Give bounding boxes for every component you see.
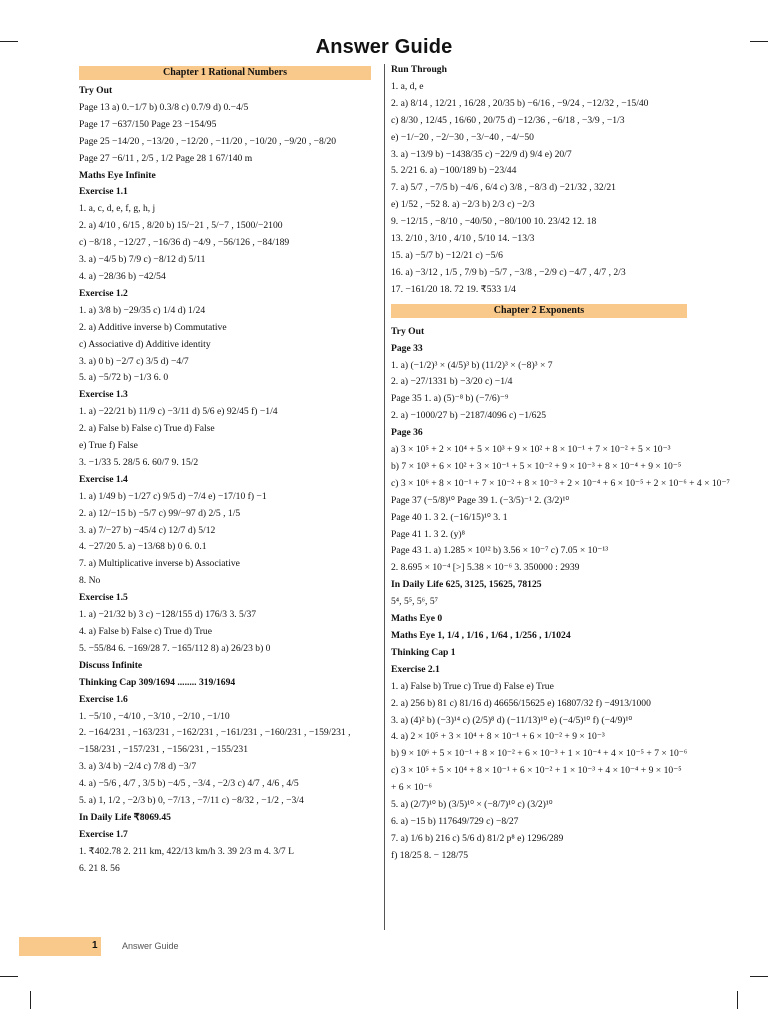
answer-line: 3. a) 7/−27 b) −45/4 c) 12/7 d) 5/12 — [79, 524, 216, 536]
answer-line: 9. −12/15 , −8/10 , −40/50 , −80/100 10. 23/42 12. 18 — [391, 216, 597, 228]
answer-line: 5. 2/21 6. a) −100/189 b) −23/44 — [391, 165, 517, 177]
answer-line: 1. −5/10 , −4/10 , −3/10 , −2/10 , −1/10 — [79, 710, 230, 722]
section-heading: Page 36 — [391, 427, 423, 439]
answer-line: e) True f) False — [79, 440, 138, 452]
crop-mark — [750, 976, 768, 977]
section-heading: Exercise 1.3 — [79, 389, 128, 401]
answer-line: c) −8/18 , −12/27 , −16/36 d) −4/9 , −56/126 , −84/189 — [79, 237, 290, 249]
section-heading: Discuss Infinite — [79, 659, 143, 671]
answer-line: 2. a) 12/−15 b) −5/7 c) 99/−97 d) 2/5 , 1/5 — [79, 507, 241, 519]
answer-line: 2. a) 4/10 , 6/15 , 8/20 b) 15/−21 , 5/−7 , 1500/−2100 — [79, 220, 283, 232]
answer-line: 5. a) 1, 1/2 , −2/3 b) 0, −7/13 , −7/11 c) −8/32 , −1/2 , −3/4 — [79, 795, 304, 807]
section-heading: Exercise 1.1 — [79, 186, 128, 198]
answer-line: c) 3 × 10⁶ + 8 × 10⁻¹ + 7 × 10⁻² + 8 × 10⁻³ + 2 × 10⁻⁴ + 6 × 10⁻⁵ + 2 × 10⁻⁶ + 4 × 10⁻⁷ — [391, 477, 730, 489]
section-heading: In Daily Life 625, 3125, 15625, 78125 — [391, 579, 542, 591]
answer-line: 2. a) 256 b) 81 c) 81/16 d) 46656/15625 e) 16807/32 f) −4913/1000 — [391, 697, 651, 709]
answer-line: 5. a) −5/72 b) −1/3 6. 0 — [79, 372, 169, 384]
answer-line: Page 17 −637/150 Page 23 −154/95 — [79, 118, 217, 130]
section-heading: Exercise 2.1 — [391, 663, 440, 675]
chapter-2-banner: Chapter 2 Exponents — [391, 304, 687, 318]
answer-line: 2. −164/231 , −163/231 , −162/231 , −161/231 , −160/231 , −159/231 , −158/231 , −157/231 , −156/231 , −155/231 — [79, 727, 351, 756]
section-heading: Run Through — [391, 64, 447, 75]
answer-line: 4. a) −5/6 , 4/7 , 3/5 b) −4/5 , −3/4 , −2/3 c) 4/7 , 4/6 , 4/5 — [79, 778, 299, 790]
footer-label: Answer Guide — [122, 941, 179, 951]
answer-line: 1. a) 1/49 b) −1/27 c) 9/5 d) −7/4 e) −17/10 f) −1 — [79, 490, 267, 502]
answer-line: 3. a) 0 b) −2/7 c) 3/5 d) −4/7 — [79, 355, 189, 367]
answer-line: Page 13 a) 0.−1/7 b) 0.3/8 c) 0.7/9 d) 0.−4/5 — [79, 101, 249, 113]
answer-line: 1. a) (−1/2)³ × (4/5)³ b) (11/2)³ × (−8)³ × 7 — [391, 359, 553, 371]
answer-line: 2. a) Additive inverse b) Commutative — [79, 321, 227, 333]
answer-line: b) 9 × 10⁶ + 5 × 10⁻¹ + 8 × 10⁻² + 6 × 10⁻³ + 1 × 10⁻⁴ + 4 × 10⁻⁵ + 7 × 10⁻⁶ — [391, 748, 688, 760]
section-heading: Try Out — [391, 325, 425, 337]
answer-line: 13. 2/10 , 3/10 , 4/10 , 5/10 14. −13/3 — [391, 233, 535, 245]
answer-line: 5. −55/84 6. −169/28 7. −165/112 8) a) 26/23 b) 0 — [79, 642, 271, 654]
answer-line: 2. a) −1000/27 b) −2187/4096 c) −1/625 — [391, 410, 547, 422]
answer-line: Page 25 −14/20 , −13/20 , −12/20 , −11/20 , −10/20 , −9/20 , −8/20 — [79, 135, 337, 147]
answer-line: 1. a, d, e — [391, 80, 424, 92]
answer-line: 1. a) −22/21 b) 11/9 c) −3/11 d) 5/6 e) 92/45 f) −1/4 — [79, 406, 278, 418]
answer-line: 4. a) False b) False c) True d) True — [79, 626, 212, 637]
answer-line: 1. a, c, d, e, f, g, h, j — [79, 203, 156, 215]
answer-line: 2. a) 8/14 , 12/21 , 16/28 , 20/35 b) −6/16 , −9/24 , −12/32 , −15/40 — [391, 97, 649, 109]
answer-line: 7. a) 1/6 b) 216 c) 5/6 d) 81/2 p⁸ e) 1296/289 — [391, 832, 564, 844]
answer-line: 2. a) False b) False c) True d) False — [79, 423, 215, 435]
section-heading: Page 33 — [391, 342, 423, 354]
answer-line: 1. ₹402.78 2. 211 km, 422/13 km/h 3. 39 2/3 m 4. 3/7 L — [79, 845, 294, 857]
section-heading: Exercise 1.6 — [79, 693, 128, 705]
answer-line: 2. 8.695 × 10⁻⁴ [>] 5.38 × 10⁻⁶ 3. 350000 : 2939 — [391, 562, 580, 574]
answer-line: e) 1/52 , −52 8. a) −2/3 b) 2/3 c) −2/3 — [391, 199, 535, 211]
run-through-answers — [391, 62, 687, 299]
answer-line: a) 3 × 10⁵ + 2 × 10⁴ + 5 × 10³ + 9 × 10² + 8 × 10⁻¹ + 7 × 10⁻² + 5 × 10⁻³ — [391, 444, 671, 456]
answer-line: Page 37 (−5/8)¹⁰ Page 39 1. (−3/5)⁻¹ 2. (3/2)¹⁰ — [391, 494, 570, 506]
answer-line: 7. a) 5/7 , −7/5 b) −4/6 , 6/4 c) 3/8 , −8/3 d) −21/32 , 32/21 — [391, 182, 616, 194]
section-heading: Thinking Cap 1 — [391, 646, 456, 658]
answer-line: 16. a) −3/12 , 1/5 , 7/9 b) −5/7 , −3/8 , −2/9 c) −4/7 , 4/7 , 2/3 — [391, 266, 626, 278]
answer-line: Page 40 1. 3 2. (−16/15)¹⁰ 3. 1 — [391, 511, 508, 523]
answer-line: f) 18/25 8. − 128/75 — [391, 849, 469, 861]
page-title: Answer Guide — [315, 36, 453, 58]
answer-line: 3. −1/33 5. 28/5 6. 60/7 9. 15/2 — [79, 456, 199, 468]
answer-line: 1. a) False b) True c) True d) False e) True — [391, 680, 554, 692]
column-divider — [384, 64, 385, 930]
answer-line: Page 43 1. a) 1.285 × 10¹² b) 3.56 × 10⁻⁷ c) 7.05 × 10⁻¹³ — [391, 545, 609, 557]
crop-mark — [0, 976, 18, 977]
section-heading: Exercise 1.5 — [79, 592, 128, 604]
answer-line: b) 7 × 10³ + 6 × 10² + 3 × 10⁻¹ + 5 × 10⁻² + 9 × 10⁻³ + 8 × 10⁻⁴ + 9 × 10⁻⁵ — [391, 460, 682, 472]
answer-line: 17. −161/20 18. 72 19. ₹533 1/4 — [391, 283, 516, 295]
answer-line: e) −1/−20 , −2/−30 , −3/−40 , −4/−50 — [391, 131, 534, 143]
answer-line: Page 35 1. a) (5)⁻⁸ b) (−7/6)⁻⁹ — [391, 393, 509, 405]
answer-line: Page 27 −6/11 , 2/5 , 1/2 Page 28 1 67/140 m — [79, 152, 253, 164]
answer-line: 3. a) −13/9 b) −1438/35 c) −22/9 d) 9/4 e) 20/7 — [391, 148, 572, 160]
answer-line: 3. a) 3/4 b) −2/4 c) 7/8 d) −3/7 — [79, 761, 197, 773]
page-number: 1 — [92, 940, 98, 951]
section-heading: Exercise 1.4 — [79, 473, 128, 485]
answer-line: 1. a) 3/8 b) −29/35 c) 1/4 d) 1/24 — [79, 304, 206, 316]
section-heading: Exercise 1.7 — [79, 828, 128, 840]
answer-line: 4. a) −28/36 b) −42/54 — [79, 270, 166, 282]
chapter-2-answers — [391, 324, 730, 865]
answer-line: 2. a) −27/1331 b) −3/20 c) −1/4 — [391, 376, 513, 388]
answer-line: c) Associative d) Additive identity — [79, 338, 211, 350]
answer-line: c) 8/30 , 12/45 , 16/60 , 20/75 d) −12/36 , −6/18 , −3/9 , −1/3 — [391, 114, 625, 126]
answer-line: 6. 21 8. 56 — [79, 862, 120, 874]
answer-line: 4. a) 2 × 10⁵ + 3 × 10⁴ + 8 × 10⁻¹ + 6 × 10⁻² + 9 × 10⁻³ — [391, 731, 605, 743]
answer-line: c) 3 × 10⁵ + 5 × 10⁴ + 8 × 10⁻¹ + 6 × 10⁻² + 1 × 10⁻³ + 4 × 10⁻⁴ + 9 × 10⁻⁵ + 6 × 10⁻⁶ — [391, 765, 682, 794]
answer-line: 8. No — [79, 575, 101, 587]
section-heading: Maths Eye 1, 1/4 , 1/16 , 1/64 , 1/256 , 1/1024 — [391, 630, 571, 641]
answer-line: 5. a) (2/7)¹⁰ b) (3/5)¹⁰ × (−8/7)¹⁰ c) (3/2)¹⁰ — [391, 799, 553, 811]
answer-line: 5⁴, 5⁵, 5⁶, 5⁷ — [391, 596, 438, 608]
chapter-1-answers — [79, 83, 371, 878]
answer-line: Page 41 1. 3 2. (y)⁸ — [391, 528, 465, 540]
footer-tab — [19, 937, 101, 956]
answer-line: 3. a) (4)² b) (−3)¹⁴ c) (2/5)⁸ d) (−11/13)¹⁰ e) (−4/5)¹⁰ f) (−4/9)¹⁰ — [391, 714, 633, 726]
section-heading: Exercise 1.2 — [79, 287, 128, 299]
answer-line: 15. a) −5/7 b) −12/21 c) −5/6 — [391, 249, 503, 261]
answer-line: 3. a) −4/5 b) 7/9 c) −8/12 d) 5/11 — [79, 254, 206, 266]
section-heading: Maths Eye Infinite — [79, 169, 156, 181]
crop-mark — [737, 991, 738, 1009]
section-heading: Thinking Cap 309/1694 ........ 319/1694 — [79, 676, 236, 688]
answer-line: 1. a) −21/32 b) 3 c) −128/155 d) 176/3 3. 5/37 — [79, 609, 257, 621]
crop-mark — [30, 991, 31, 1009]
section-heading: Maths Eye 0 — [391, 613, 443, 625]
section-heading: Try Out — [79, 85, 113, 96]
right-column — [391, 62, 730, 865]
chapter-1-banner: Chapter 1 Rational Numbers — [79, 66, 371, 80]
answer-line: 6. a) −15 b) 117649/729 c) −8/27 — [391, 815, 519, 827]
answer-line: 4. −27/20 5. a) −13/68 b) 0 6. 0.1 — [79, 541, 207, 553]
answer-line: 7. a) Multiplicative inverse b) Associative — [79, 558, 240, 570]
section-heading: In Daily Life ₹8069.45 — [79, 811, 171, 823]
left-column — [79, 64, 371, 878]
